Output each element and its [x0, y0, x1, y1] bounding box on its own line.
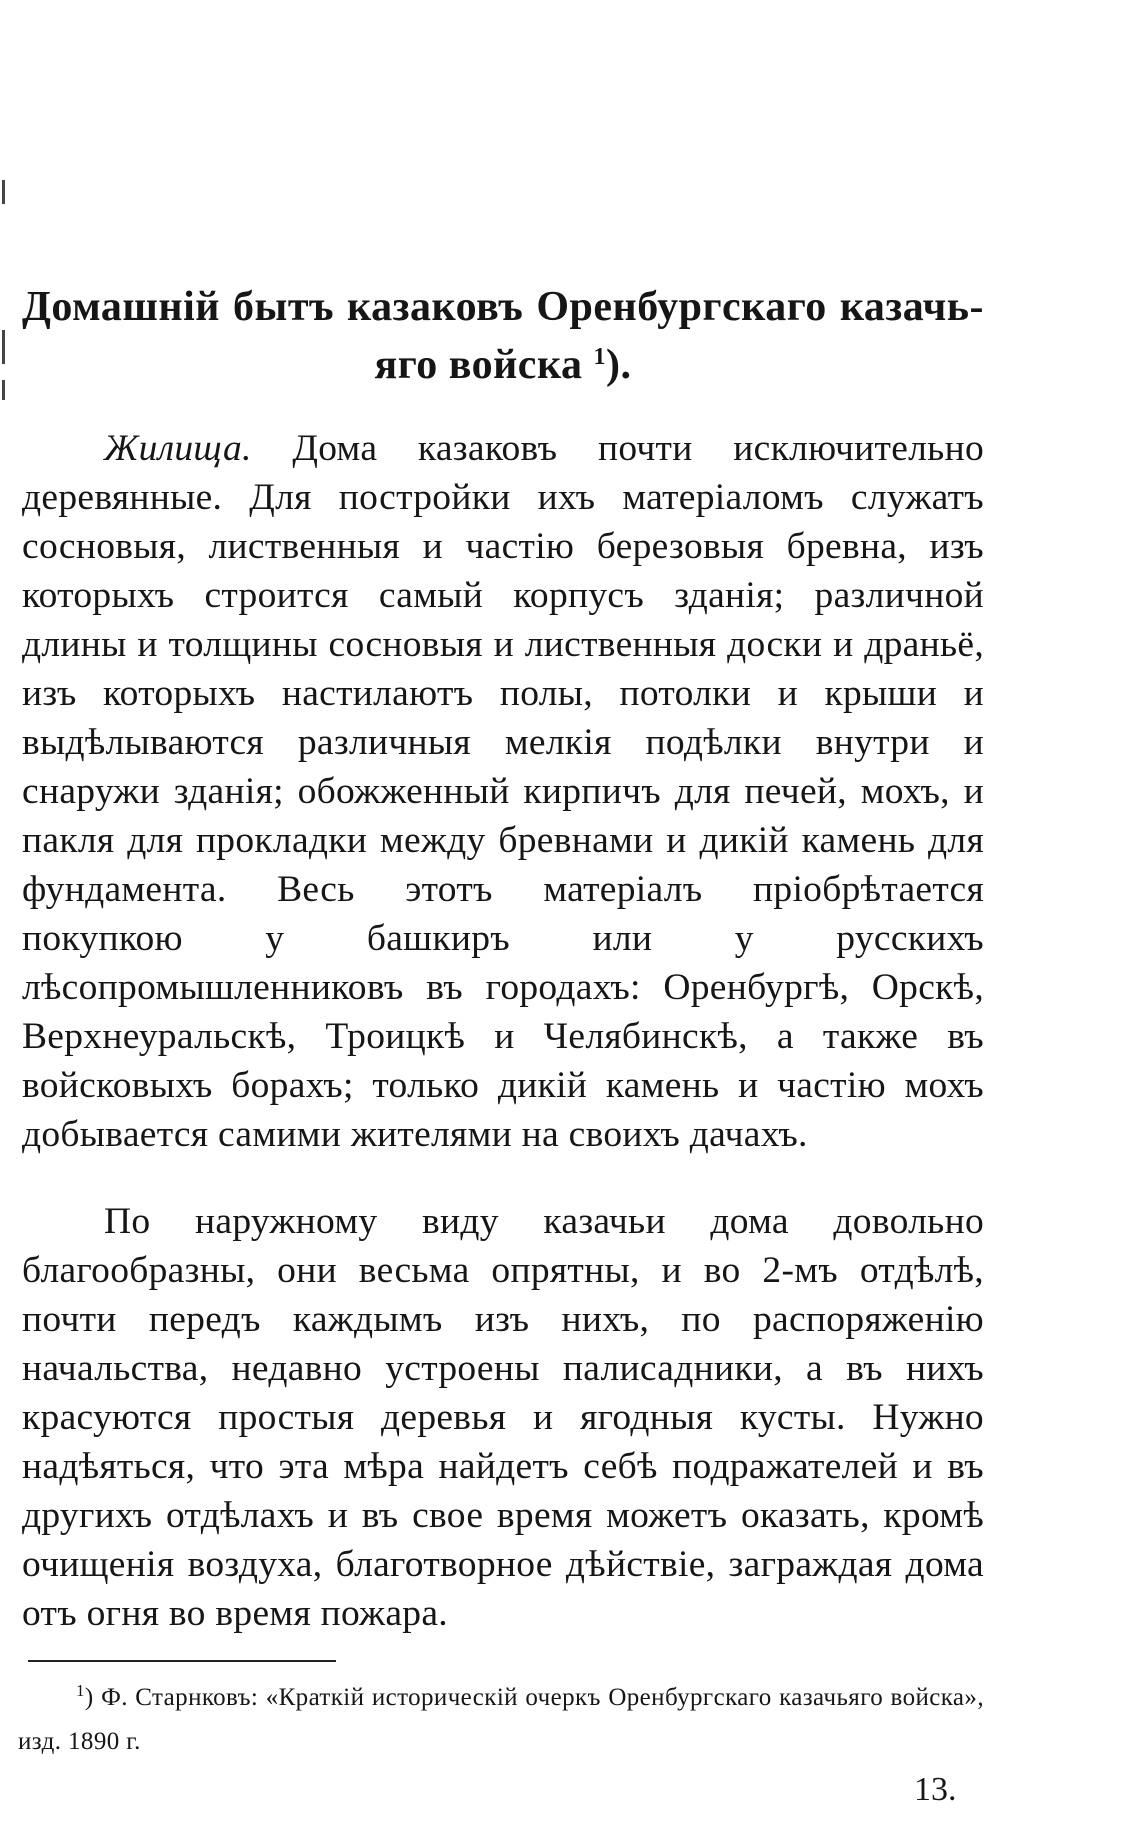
footnote: $^1$) Ф. Старнковъ: «Краткій историческій очеркъ Оренбургскаго казачьяго войска», изд. 1890 г. [18, 1681, 984, 1755]
margin-mark [2, 180, 5, 204]
heading-line-2-text: яго войска [374, 342, 583, 388]
heading-line-2: яго войска $^1$). [374, 342, 632, 388]
footnote-text: Ф. Старнковъ: «Краткій историческій очеркъ Оренбургскаго казачьяго войска», изд. 1890 г. [18, 1684, 984, 1755]
chapter-heading [22, 278, 984, 394]
heading-footnote-ref: 1 [593, 344, 607, 370]
paragraph-exterior: По наружному виду казачьи дома довольно благообразны, они весьма опрятны, и во 2-мъ отдѣлѣ, почти передъ каждымъ изъ нихъ, по распоряженію начальства, недавно устроены палисадники, а въ нихъ красуются простыя деревья и ягодныя кусты. Нужно надѣяться, что эта мѣра найдетъ себѣ подражателей и въ другихъ отдѣлахъ и въ свое время можетъ оказать, кромѣ очищенія воздуха, благотворное дѣйствіе, заграждая дома отъ огня во время пожара. [22, 1201, 984, 1634]
paragraph-dwellings [22, 424, 984, 1159]
paragraph-body: Дома казаковъ почти исключительно деревянные. Для постройки ихъ матеріаломъ служатъ сосновыя, лиственныя и частію березовыя бревна, изъ которыхъ строится самый корпусъ зданія; различной длины и толщины сосновыя и лиственныя доски и драньё, изъ которыхъ настилаютъ полы, потолки и крыши и выдѣлываются различныя мелкія подѣлки внутри и снаружи зданія; обожженный кирпичъ для печей, мохъ, и пакля для прокладки между бревнами и дикій камень для фундамента. Весь этотъ матеріалъ пріобрѣтается покупкою у башкиръ или у русскихъ лѣсопромышленниковъ въ городахъ: Оренбургѣ, Орскѣ, Верхнеуральскѣ, Троицкѣ и Челябинскѣ, а также въ войсковыхъ борахъ; только дикій камень и частію мохъ добывается самими жителями на своихъ дачахъ. [22, 428, 984, 1155]
margin-mark [2, 380, 5, 400]
footnote-rule [28, 1660, 336, 1662]
page-number: 13. [914, 1771, 957, 1808]
footnote-marker: 1 [76, 1681, 85, 1700]
margin-mark [2, 330, 5, 364]
heading-line-1: Домашній бытъ казаковъ Оренбургскаго казачь- [22, 284, 984, 330]
paragraph-lead-word: Жилища. [104, 428, 252, 469]
